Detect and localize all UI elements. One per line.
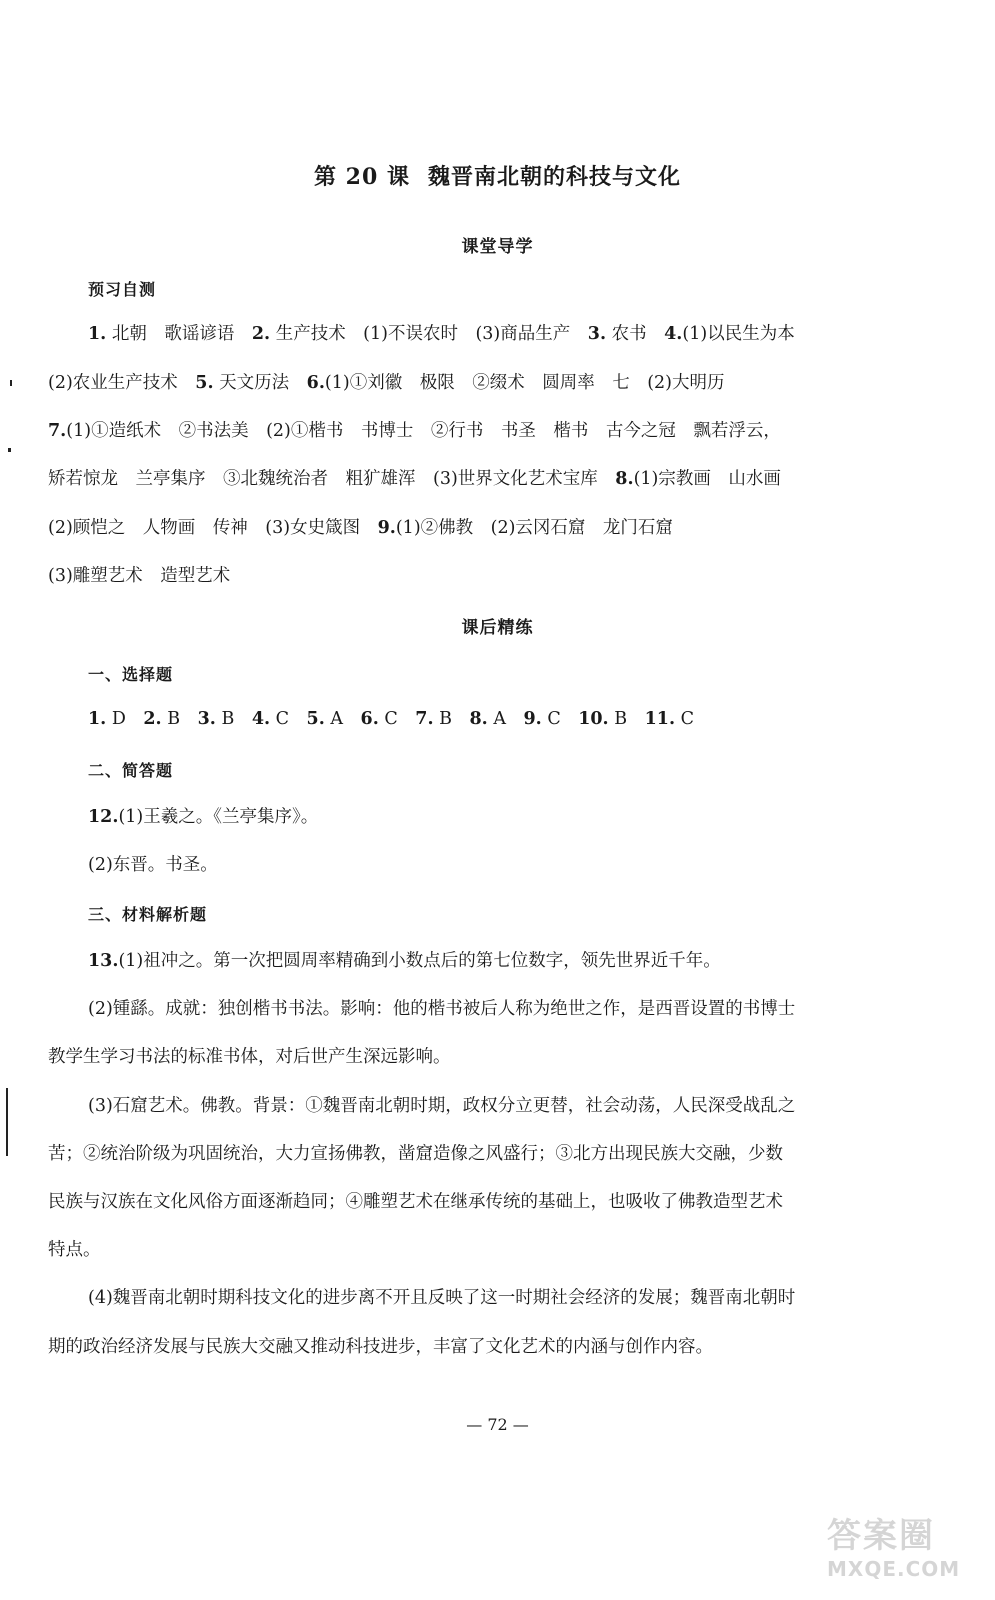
preview-line: 7.(1)①造纸术 ②书法美 (2)①楷书 书博士 ②行书 书圣 楷书 古今之冠 飘若浮云， (48, 421, 781, 441)
section-heading-classroom: 课堂导学 (461, 237, 534, 257)
preview-line: (3)雕塑艺术 造型艺术 (48, 566, 231, 586)
choice-answers: 1. D 2. B 3. B 4. C 5. A 6. C 7. B 8. A 9. C 10. B 11. C (88, 709, 694, 729)
preview-line: 矫若惊龙 兰亭集序 ③北魏统治者 粗犷雄浑 (3)世界文化艺术宝库 8.(1)宗教画 山水画 (48, 469, 781, 489)
analysis-line: (2)锺繇。成就：独创楷书书法。影响：他的楷书被后人称为绝世之作，是西晋设置的书博士 (88, 999, 796, 1019)
part-title-short-answer: 二、简答题 (88, 761, 174, 780)
watermark-logo (827, 1508, 977, 1588)
lesson-number: 第 20 课 (314, 164, 410, 190)
subheading-preview: 预习自测 (88, 280, 157, 299)
lesson-name: 魏晋南北朝的科技与文化 (427, 164, 681, 190)
margin-mark (8, 448, 11, 452)
analysis-line: 苦；②统治阶级为巩固统治，大力宣扬佛教，凿窟造像之风盛行；③北方出现民族大交融，少数 (48, 1144, 783, 1164)
watermark-text-en: MXQE.COM (827, 1557, 961, 1581)
margin-mark (10, 380, 12, 386)
preview-line: (2)农业生产技术 5. 天文历法 6.(1)①刘徽 极限 ②缀术 圆周率 七 (2)大明历 (48, 373, 725, 393)
part-title-choice: 一、选择题 (88, 665, 174, 684)
analysis-line: 期的政治经济发展与民族大交融又推动科技进步，丰富了文化艺术的内涵与创作内容。 (48, 1337, 713, 1357)
short-answer-line: (2)东晋。书圣。 (88, 855, 218, 875)
analysis-line: 13.(1)祖冲之。第一次把圆周率精确到小数点后的第七位数字，领先世界近千年。 (88, 951, 721, 971)
analysis-line: (4)魏晋南北朝时期科技文化的进步离不开且反映了这一时期社会经济的发展；魏晋南北朝时 (88, 1288, 796, 1308)
analysis-line: 特点。 (48, 1240, 101, 1260)
page-number: — 72 — (466, 1415, 529, 1434)
analysis-line: (3)石窟艺术。佛教。背景：①魏晋南北朝时期，政权分立更替，社会动荡，人民深受战乱之 (88, 1096, 796, 1116)
part-title-material-analysis: 三、材料解析题 (88, 905, 208, 924)
analysis-line: 民族与汉族在文化风俗方面逐渐趋同；④雕塑艺术在继承传统的基础上，也吸收了佛教造型艺术 (48, 1192, 783, 1212)
watermark-text-zh: 答案圈 (827, 1516, 935, 1556)
analysis-line: 教学生学习书法的标准书体，对后世产生深远影响。 (48, 1047, 451, 1067)
preview-line: 1. 北朝 歌谣谚语 2. 生产技术 (1)不误农时 (3)商品生产 3. 农书 4.(1)以民生为本 (88, 324, 795, 344)
margin-bracket (6, 1088, 8, 1156)
lesson-title (0, 160, 995, 191)
section-heading-after-class: 课后精练 (461, 618, 534, 638)
short-answer-line: 12.(1)王羲之。《兰亭集序》。 (88, 807, 319, 827)
preview-line: (2)顾恺之 人物画 传神 (3)女史箴图 9.(1)②佛教 (2)云冈石窟 龙门石窟 (48, 518, 673, 538)
